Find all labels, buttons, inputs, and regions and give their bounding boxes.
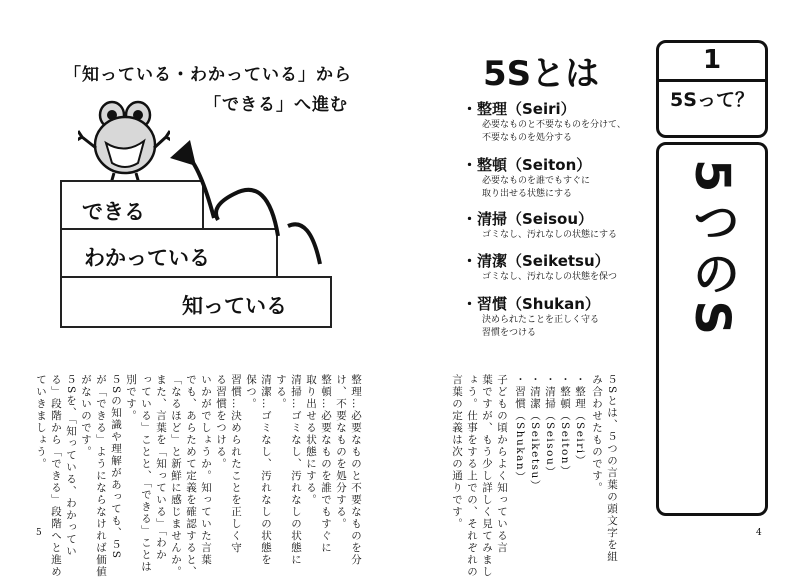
left-body-column: する。 — [275, 374, 287, 410]
term-definition: 必要なものと不要なものを分けて、 — [482, 120, 626, 130]
headline-line-1: 「知っている・わかっている」から — [64, 65, 352, 85]
left-body-column: ５Sを、「知っている、わかってい — [65, 374, 77, 558]
term-seiketsu — [462, 250, 617, 284]
step-label-shitteiru: 知っている — [182, 294, 287, 318]
right-body-column: ょう。仕事をする上での、それぞれの — [466, 374, 478, 578]
term-seisou — [462, 208, 617, 242]
frog-mascot-illustration — [78, 93, 170, 189]
term-name: ・習慣（Shukan） — [462, 295, 600, 313]
right-body-column: み合わせたものです。 — [591, 374, 603, 494]
left-body-column: が「できる」ようにならなければ価値 — [95, 374, 107, 578]
right-body-column: ５Sとは、５つの言葉の頭文字を組 — [606, 374, 618, 563]
step-label-dekiru: できる — [82, 200, 145, 224]
term-definition: ゴミなし、汚れなしの状態を保つ — [482, 272, 618, 282]
right-body-column: ・習慣（Shukan） — [514, 374, 526, 484]
right-body-column: ・整頓（Seiton） — [559, 374, 571, 478]
step-label-wakatteiru: わかっている — [84, 246, 210, 270]
page-number-left: 5 — [36, 528, 42, 538]
page-number-right: 4 — [756, 528, 762, 538]
left-body-text — [35, 374, 364, 578]
right-body-column: 子どもの頃からよく知っている言 — [496, 374, 508, 554]
left-body-column: 整頓…必要なものを誰でもすぐに — [320, 374, 332, 554]
term-name: ・整理（Seiri） — [462, 100, 576, 118]
term-name: ・清掃（Seisou） — [462, 210, 594, 228]
left-body-column: 「なるほど」と新鮮に感じませんか。 — [170, 374, 182, 578]
term-name: ・整頓（Seiton） — [462, 156, 592, 174]
right-body-column: ・清潔（Seiketsu） — [529, 374, 541, 492]
term-name: ・清潔（Seiketsu） — [462, 252, 610, 270]
term-definition: 必要なものを誰でもすぐに — [482, 176, 591, 186]
left-body-column: 別です。 — [125, 374, 137, 422]
right-page-title: 5Sとは — [483, 54, 600, 94]
right-body-column: 言葉の定義は次の通りです。 — [451, 374, 463, 530]
left-body-column: る」段階から「できる」段階へと進め — [50, 374, 62, 578]
chapter-header-box — [656, 40, 768, 138]
term-seiton — [462, 154, 591, 201]
left-body-column: 取り出せる状態にする。 — [305, 374, 317, 506]
left-body-column: る習慣をつける。 — [215, 374, 227, 470]
left-body-column: 清掃…ゴミなし、汚れなしの状態に — [290, 374, 302, 566]
term-definition: ゴミなし、汚れなしの状態にする — [482, 230, 618, 240]
left-body-column: いかがでしょうか。知っていた言葉 — [200, 374, 212, 566]
right-body-column: 葉ですが、もう少し詳しく見てみまし — [481, 374, 493, 578]
chapter-title: 5つのS — [684, 159, 740, 339]
term-shukan — [462, 293, 600, 340]
term-definition: 不要なものを処分する — [482, 133, 573, 143]
chapter-number: 1 — [702, 45, 722, 75]
progress-arrow — [160, 136, 340, 266]
left-body-column: っている」ことと、「できる」ことは — [140, 374, 152, 573]
term-definition: 習慣をつける — [482, 328, 537, 338]
left-body-column: 整理…必要なものと不要なものを分 — [350, 374, 362, 566]
term-definition: 決められたことを正しく守る — [482, 315, 600, 325]
left-body-column: また、言葉を「知っている」「わか — [155, 374, 167, 561]
term-definition: 取り出せる状態にする — [482, 189, 573, 199]
left-body-column: がないのです。 — [80, 374, 92, 458]
left-body-column: でも、あらためて定義を確認すると、 — [185, 374, 197, 578]
right-body-column: ・整理（Seiri） — [574, 374, 586, 467]
term-seiri — [462, 98, 626, 145]
left-body-column: け、不要なものを処分する。 — [335, 374, 347, 530]
right-body-column: ・清掃（Seisou） — [544, 374, 556, 479]
right-body-text — [440, 374, 620, 578]
left-body-column: 清潔…ゴミなし、汚れなしの状態を — [260, 374, 272, 566]
chapter-title-box — [656, 142, 768, 516]
left-body-column: ていきましょう。 — [35, 374, 47, 470]
left-body-column: ５Sの知識や理解があっても、５S — [110, 374, 122, 560]
left-body-column: 習慣…決められたことを正しく守 — [230, 374, 242, 554]
headline-line-2: 「できる」へ進む — [204, 95, 348, 115]
chapter-subtitle: 5Sって？ — [670, 89, 754, 111]
left-body-column: 保つ。 — [245, 374, 257, 410]
